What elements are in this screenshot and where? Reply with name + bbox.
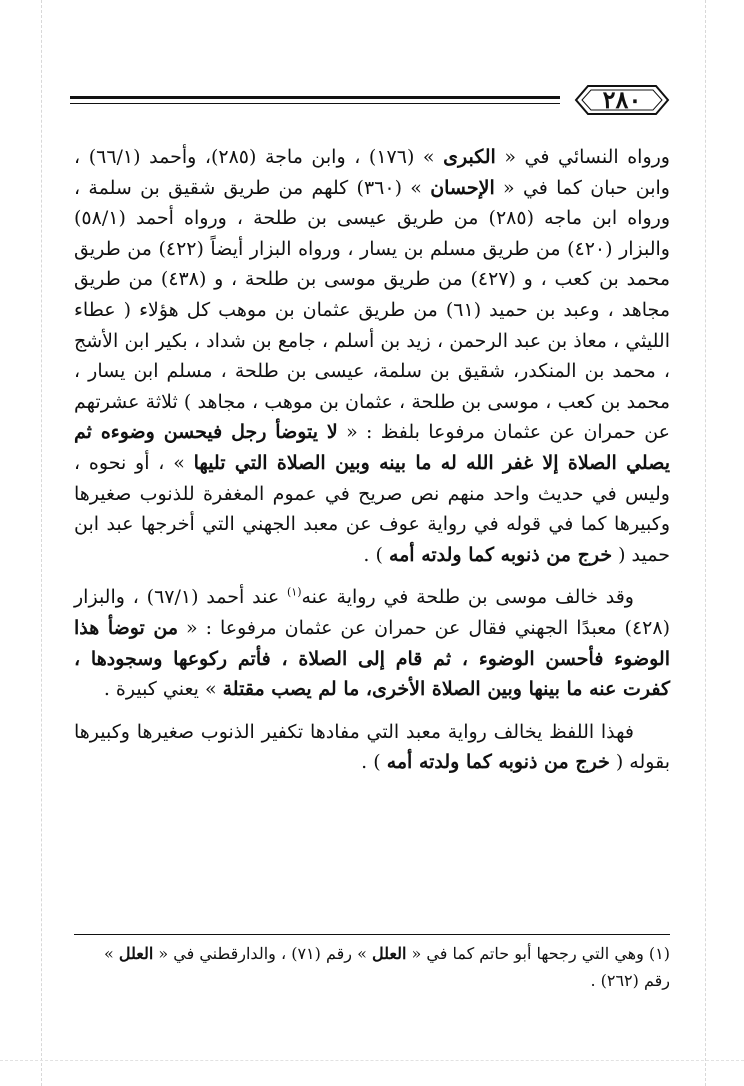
scan-guide-bottom	[0, 1060, 744, 1061]
text-segment: عند أحمد (٦٧/١) ، والبزار (٤٢٨) معبدًا الجهني فقال عن حمران عن عثمان مرفوعا : «	[74, 586, 670, 639]
page-header	[70, 70, 680, 120]
footnote-text	[74, 940, 670, 994]
quoted-text-bold: خرج من ذنوبه كما ولدته أمه	[386, 751, 610, 774]
text-segment: » رقم (٧١) ، والدارقطني في «	[153, 944, 372, 963]
text-segment: وقد خالف موسى بن طلحة في رواية عنه	[301, 586, 634, 609]
paragraph	[74, 582, 670, 704]
scan-guide-right	[705, 0, 706, 1086]
quoted-text-bold: من توضأ هذا الوضوء فأحسن الوضوء ، ثم قام إلى الصلاة ، فأتم ركوعها وسجودها ، كفرت عنه ما بينها وبين الصلاة الأخرى، ما لم يصب مقتلة	[74, 616, 670, 701]
paragraph	[74, 142, 670, 570]
text-segment: » يعني كبيرة .	[103, 678, 223, 701]
quoted-text-bold: خرج من ذنوبه كما ولدته أمه	[388, 543, 613, 566]
text-segment: » (١٧٦) ، وابن ماجة (٢٨٥)، وأحمد (٦٦/١) ، وابن حبان كما في «	[74, 146, 670, 199]
text-segment: فهذا اللفظ يخالف رواية معبد التي مفادها تكفير الذنوب صغيرها وكبيرها بقوله (	[74, 720, 670, 774]
page-number: ٢٨٠	[602, 85, 642, 114]
footnote-separator	[74, 934, 670, 935]
quoted-text-bold: العلل	[118, 944, 154, 963]
quoted-text-bold: العلل	[371, 944, 407, 963]
header-rule-thick	[70, 96, 560, 99]
text-segment: ) .	[361, 751, 387, 774]
footnote	[74, 940, 670, 994]
text-segment: » (٣٦٠) كلهم من طريق شقيق بن سلمة ، ورواه ابن ماجه (٢٨٥) من طريق عيسى بن طلحة ، ورواه أحمد (٥٨/١) والبزار (٤٢٠) من طريق مسلم بن يسار ، ورواه البزار أيضاً (٤٢٢) من طريق محمد بن كعب ، و (٤٢٧) من طريق موسى بن طلحة ، و (٤٣٨) من طريق مجاهد ، وعبد بن حميد (٦١) من طريق عثمان بن موهب كل هؤلاء ( عطاء الليثي ، معاذ بن عبد الرحمن ، زيد بن أسلم ، جامع بن شداد ، بكير ابن الأشج ، محمد بن المنكدر، شقيق بن سلمة، عيسى بن طلحة ، مسلم ابن يسار ، محمد بن كعب ، موسى بن طلحة ، عثمان بن موهب ، مجاهد ) ثلاثة عشرتهم عن حمران عن عثمان مرفوعا بلفظ : «	[74, 176, 671, 444]
text-segment: ورواه النسائي في «	[495, 146, 670, 168]
quoted-text-bold: الإحسان	[430, 176, 495, 199]
header-rule-thin	[70, 103, 560, 104]
footnote-marker: (١)	[286, 585, 302, 599]
text-segment: (١) وهي التي رجحها أبو حاتم كما في «	[406, 944, 670, 963]
quoted-text-bold: لا يتوضأ رجل فيحسن وضوءه ثم يصلي الصلاة إلا غفر الله له ما بينه وبين الصلاة التي تليها	[74, 421, 670, 474]
text-segment: » ، أو نحوه ، وليس في حديث واحد منهم نص صريح في عموم المغفرة للذنوب صغيرها وكبيرها كما في قوله في رواية عوف عن معبد الجهني التي أخرجها عبد ابن حميد (	[74, 451, 670, 566]
main-text	[74, 142, 670, 778]
paragraph	[74, 717, 670, 778]
text-segment: ) .	[363, 543, 389, 566]
scan-guide-left	[41, 0, 42, 1086]
page-number-badge	[574, 82, 670, 118]
quoted-text-bold: الكبرى	[443, 146, 496, 168]
text-segment: » رقم (٢٦٢) .	[103, 944, 670, 990]
